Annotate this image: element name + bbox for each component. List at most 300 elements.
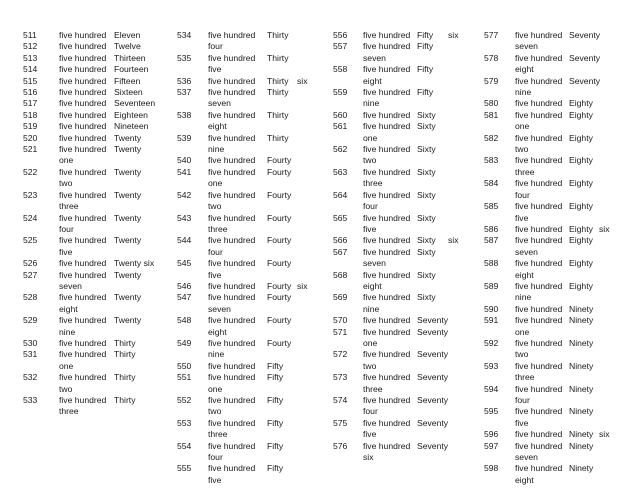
entry-hundreds-words: five hundred four: [59, 212, 107, 234]
entry-hundreds-words: five hundred eight: [515, 52, 563, 75]
entry-tens-word: Twenty: [114, 269, 142, 280]
entry-number: 543: [177, 212, 192, 223]
entry-hundreds-words: five hundred two: [59, 372, 107, 394]
entry-hundreds-words: five hundred nine: [363, 87, 411, 109]
entry-tens-word: Seventy: [417, 326, 449, 337]
entry-hundreds-words: five hundred three: [208, 212, 256, 234]
number-entry: [484, 133, 610, 156]
number-entry: [23, 53, 164, 64]
entry-tens-word: Sixty: [417, 109, 436, 120]
number-entry: [333, 121, 459, 144]
entry-hundreds-words: five hundred: [515, 429, 563, 440]
entry-hundreds-words: five hundred nine: [208, 337, 256, 360]
entry-tens-word: Ninety: [569, 440, 594, 451]
entry-number: 511: [23, 30, 37, 40]
entry-number: 535: [177, 52, 192, 63]
entry-number: 597: [484, 440, 499, 451]
entry-tens-word: Sixty: [417, 144, 436, 155]
number-entry: [333, 64, 459, 87]
number-entry: [23, 235, 164, 258]
entry-number: 541: [177, 166, 192, 177]
entry-hundreds-words: five hundred three: [59, 395, 107, 417]
entry-number: 586: [484, 223, 499, 234]
number-entry: [177, 292, 308, 315]
entry-tens-word: Seventy: [417, 349, 449, 360]
entry-number: 584: [484, 178, 499, 189]
entry-tens-word: Fourty: [267, 280, 292, 291]
entry-number: 520: [23, 132, 38, 143]
number-entry: [333, 327, 459, 350]
entry-hundreds-words: five hundred: [59, 337, 107, 348]
number-entry: [177, 30, 308, 53]
entry-number: 523: [23, 189, 38, 200]
number-entry: [484, 201, 610, 224]
entry-number: 526: [23, 258, 38, 269]
entry-number: 580: [484, 98, 499, 109]
entry-tens-word: Eighty: [569, 235, 593, 246]
entry-tens-word: Fifty: [267, 360, 284, 371]
entry-number: 565: [333, 212, 348, 223]
entry-tens-word: Ninety: [569, 406, 594, 417]
number-entry: [333, 87, 459, 110]
entry-hundreds-words: five hundred five: [208, 463, 256, 485]
entry-tens-word: Fifty: [267, 463, 284, 474]
entry-hundreds-words: five hundred: [59, 52, 107, 63]
number-entry: [177, 463, 308, 486]
number-entry: [484, 224, 610, 235]
number-entry: [177, 258, 308, 281]
entry-number: 527: [23, 269, 38, 280]
entry-number: 554: [177, 440, 192, 451]
entry-hundreds-words: five hundred two: [515, 337, 563, 360]
entry-number: 558: [333, 64, 348, 75]
entry-tens-word: Eighty: [569, 201, 593, 212]
entry-number: 578: [484, 52, 499, 63]
number-entry: [177, 133, 308, 156]
entry-hundreds-words: five hundred: [59, 132, 107, 143]
number-entry: [23, 395, 164, 418]
entry-hundreds-words: five hundred one: [515, 109, 563, 132]
entry-tens-word: Seventy: [417, 395, 449, 405]
entry-hundreds-words: five hundred: [515, 223, 563, 234]
entry-tens-word: Eighty: [569, 98, 593, 109]
entry-hundreds-words: five hundred: [208, 155, 256, 166]
entry-hundreds-words: five hundred three: [363, 372, 411, 394]
number-entry: [333, 41, 459, 64]
entry-hundreds-words: five hundred one: [363, 121, 411, 143]
entry-number: 596: [484, 429, 499, 440]
number-entry: [484, 98, 610, 109]
entry-tens-word: Seventy: [417, 440, 449, 451]
entry-hundreds-words: five hundred eight: [208, 109, 256, 132]
entry-hundreds-words: five hundred five: [363, 417, 411, 440]
number-entry: [484, 235, 610, 258]
entry-hundreds-words: five hundred: [59, 121, 107, 132]
entry-hundreds-words: five hundred five: [515, 201, 563, 223]
entry-number: 512: [23, 41, 38, 52]
entry-number: 551: [177, 372, 192, 383]
entry-tens-word: Twenty: [114, 212, 142, 223]
entry-hundreds-words: five hundred seven: [515, 30, 563, 52]
entry-tens-word: Sixty: [417, 121, 436, 132]
number-entry: [177, 235, 308, 258]
entry-tens-word: Twelve: [114, 41, 141, 52]
entry-number: 581: [484, 109, 499, 120]
number-entry: [23, 144, 164, 167]
number-entry: [23, 64, 164, 75]
number-entry: [484, 429, 610, 440]
number-entry: [484, 155, 610, 178]
entry-hundreds-words: five hundred two: [208, 395, 256, 417]
number-entry: [333, 235, 459, 246]
entry-ones-word: six: [297, 280, 308, 291]
entry-tens-word: Fourty: [267, 258, 292, 269]
entry-number: 587: [484, 235, 499, 246]
entry-number: 553: [177, 417, 192, 428]
entry-number: 572: [333, 349, 348, 360]
entry-number: 552: [177, 395, 192, 405]
entry-hundreds-words: five hundred nine: [208, 132, 256, 155]
entry-number: 519: [23, 121, 38, 132]
number-entry: [333, 30, 459, 41]
entry-hundreds-words: five hundred four: [515, 383, 563, 405]
entry-number: 545: [177, 258, 192, 269]
entry-tens-word: Fifty: [417, 87, 434, 98]
entry-hundreds-words: five hundred seven: [208, 87, 256, 109]
number-entry: [484, 338, 610, 361]
entry-number: 574: [333, 395, 348, 405]
entry-hundreds-words: five hundred five: [363, 212, 411, 234]
entry-tens-word: Sixty: [417, 212, 436, 223]
entry-number: 569: [333, 292, 348, 303]
number-entry: [484, 361, 610, 384]
number-entry: [333, 315, 459, 326]
entry-hundreds-words: five hundred: [208, 360, 256, 371]
number-entry: [333, 213, 459, 236]
entry-hundreds-words: five hundred eight: [208, 315, 256, 337]
number-entry: [23, 349, 164, 372]
entry-tens-word: Seventy: [569, 30, 601, 40]
entry-tens-word: Ninety: [569, 360, 594, 371]
entry-number: 566: [333, 235, 348, 246]
number-entry: [333, 110, 459, 121]
entry-hundreds-words: five hundred two: [515, 132, 563, 155]
entry-hundreds-words: five hundred five: [208, 258, 256, 280]
entry-tens-word: Nineteen: [114, 121, 149, 132]
entry-tens-word: Twenty six: [114, 258, 155, 269]
entry-ones-word: six: [448, 235, 459, 246]
entry-tens-word: Seventy: [569, 75, 601, 86]
entry-hundreds-words: five hundred seven: [363, 41, 411, 63]
entry-hundreds-words: five hundred: [59, 87, 107, 98]
entry-hundreds-words: five hundred eight: [515, 463, 563, 485]
number-entry: [484, 281, 610, 304]
entry-number: 556: [333, 30, 348, 40]
entry-tens-word: Twenty: [114, 292, 142, 303]
entry-number: 529: [23, 315, 38, 326]
number-entry: [23, 292, 164, 315]
entry-ones-word: six: [448, 30, 459, 40]
entry-number: 536: [177, 75, 192, 86]
number-entry: [23, 41, 164, 52]
entry-tens-word: Eighty: [569, 155, 593, 166]
entry-number: 548: [177, 315, 192, 326]
number-entry: [484, 178, 610, 201]
number-entry: [177, 167, 308, 190]
entry-hundreds-words: five hundred four: [208, 235, 256, 257]
entry-hundreds-words: five hundred one: [208, 372, 256, 394]
entry-tens-word: Fourty: [267, 155, 292, 166]
entry-tens-word: Fifty: [417, 41, 434, 52]
entry-tens-word: Twenty: [114, 166, 142, 177]
entry-hundreds-words: five hundred: [363, 315, 411, 326]
number-entry: [23, 30, 164, 41]
entry-number: 518: [23, 109, 38, 120]
entry-number: 577: [484, 30, 499, 40]
entry-hundreds-words: five hundred nine: [515, 280, 563, 303]
entry-ones-word: six: [297, 75, 308, 86]
entry-number: 544: [177, 235, 192, 246]
entry-number: 539: [177, 132, 192, 143]
entry-hundreds-words: five hundred one: [208, 166, 256, 189]
number-entry: [23, 315, 164, 338]
number-entry: [333, 167, 459, 190]
entry-number: 560: [333, 109, 348, 120]
entry-hundreds-words: five hundred eight: [363, 64, 411, 86]
number-entry: [484, 463, 610, 486]
entry-number: 573: [333, 372, 348, 383]
entry-number: 557: [333, 41, 348, 52]
number-entry: [23, 213, 164, 236]
entry-tens-word: Sixty: [417, 189, 436, 200]
entry-hundreds-words: five hundred: [59, 75, 107, 86]
entry-tens-word: Fourty: [267, 337, 292, 348]
entry-number: 522: [23, 166, 38, 177]
entry-tens-word: Fourty: [267, 315, 292, 326]
entry-tens-word: Fifty: [417, 64, 434, 75]
number-column-2: [177, 30, 308, 486]
entry-hundreds-words: five hundred: [59, 64, 107, 75]
entry-number: 571: [333, 326, 348, 337]
number-entry: [484, 76, 610, 99]
number-entry: [23, 110, 164, 121]
entry-hundreds-words: five hundred eight: [363, 269, 411, 291]
entry-tens-word: Thirty: [267, 52, 289, 63]
entry-hundreds-words: five hundred one: [515, 315, 563, 337]
entry-hundreds-words: five hundred seven: [59, 269, 107, 291]
entry-tens-word: Fourty: [267, 292, 292, 303]
entry-number: 532: [23, 372, 38, 383]
entry-number: 591: [484, 315, 499, 326]
entry-tens-word: Eighty: [569, 178, 593, 189]
entry-hundreds-words: five hundred five: [515, 406, 563, 428]
entry-tens-word: Twenty: [114, 189, 142, 200]
entry-tens-word: Eighty: [569, 109, 593, 120]
entry-hundreds-words: five hundred: [59, 98, 107, 109]
entry-hundreds-words: five hundred two: [363, 144, 411, 166]
number-entry: [333, 144, 459, 167]
number-entry: [23, 133, 164, 144]
entry-number: 582: [484, 132, 499, 143]
entry-hundreds-words: five hundred six: [363, 440, 411, 463]
entry-hundreds-words: five hundred three: [59, 189, 107, 212]
entry-number: 546: [177, 280, 192, 291]
number-entry: [23, 87, 164, 98]
entry-tens-word: Eighty: [569, 280, 593, 291]
entry-hundreds-words: five hundred four: [208, 440, 256, 463]
entry-tens-word: Thirty: [267, 87, 289, 98]
entry-hundreds-words: five hundred nine: [59, 315, 107, 337]
number-entry: [484, 30, 610, 53]
number-entry: [177, 53, 308, 76]
number-entry: [23, 270, 164, 293]
entry-number: 521: [23, 144, 38, 155]
entry-hundreds-words: five hundred seven: [515, 235, 563, 257]
entry-hundreds-words: five hundred seven: [515, 440, 563, 463]
number-entry: [23, 190, 164, 213]
entry-hundreds-words: five hundred: [208, 280, 256, 291]
entry-number: 516: [23, 87, 38, 98]
entry-tens-word: Eighty: [569, 223, 593, 234]
number-entry: [177, 281, 308, 292]
entry-number: 585: [484, 201, 499, 212]
entry-number: 570: [333, 315, 348, 326]
number-entry: [177, 395, 308, 418]
number-entry: [23, 372, 164, 395]
entry-tens-word: Ninety: [569, 383, 594, 394]
number-entry: [177, 76, 308, 87]
entry-hundreds-words: five hundred four: [363, 395, 411, 417]
entry-hundreds-words: five hundred: [59, 41, 107, 52]
entry-tens-word: Fourteen: [114, 64, 149, 75]
entry-tens-word: Seventy: [569, 52, 601, 63]
entry-tens-word: Fourty: [267, 189, 292, 200]
entry-hundreds-words: five hundred: [59, 258, 107, 269]
number-entry: [333, 349, 459, 372]
entry-number: 525: [23, 235, 38, 246]
entry-number: 576: [333, 440, 348, 451]
number-entry: [177, 418, 308, 441]
entry-number: 583: [484, 155, 499, 166]
number-entry: [484, 441, 610, 464]
entry-hundreds-words: five hundred seven: [208, 292, 256, 314]
entry-tens-word: Fifty: [267, 440, 284, 451]
number-entry: [333, 247, 459, 270]
number-entry: [484, 315, 610, 338]
entry-number: 590: [484, 303, 499, 314]
entry-hundreds-words: five hundred three: [515, 360, 563, 383]
entry-hundreds-words: five hundred two: [363, 349, 411, 371]
entry-tens-word: Thirty: [267, 75, 289, 86]
entry-tens-word: Seventeen: [114, 98, 156, 109]
entry-hundreds-words: five hundred nine: [515, 75, 563, 98]
entry-tens-word: Sixteen: [114, 87, 143, 98]
entry-ones-word: six: [599, 223, 610, 234]
entry-number: 592: [484, 337, 499, 348]
entry-tens-word: Ninety: [569, 337, 594, 348]
entry-number: 533: [23, 395, 38, 405]
entry-number: 593: [484, 360, 499, 371]
entry-tens-word: Seventy: [417, 417, 449, 428]
entry-tens-word: Fourty: [267, 235, 292, 246]
entry-tens-word: Fifty: [267, 372, 284, 383]
number-entry: [177, 315, 308, 338]
entry-tens-word: Ninety: [569, 303, 594, 314]
entry-hundreds-words: five hundred nine: [363, 292, 411, 314]
entry-tens-word: Thirty: [267, 109, 289, 120]
number-entry: [177, 361, 308, 372]
entry-tens-word: Fifty: [417, 30, 434, 40]
entry-number: 555: [177, 463, 192, 474]
entry-tens-word: Thirty: [114, 372, 136, 383]
entry-tens-word: Thirty: [114, 349, 136, 360]
entry-number: 549: [177, 337, 192, 348]
entry-number: 594: [484, 383, 499, 394]
entry-hundreds-words: five hundred four: [363, 189, 411, 212]
entry-tens-word: Twenty: [114, 315, 142, 326]
entry-hundreds-words: five hundred three: [515, 155, 563, 177]
entry-number: 547: [177, 292, 192, 303]
entry-tens-word: Sixty: [417, 269, 436, 280]
entry-number: 595: [484, 406, 499, 417]
number-entry: [333, 270, 459, 293]
entry-hundreds-words: five hundred four: [515, 178, 563, 200]
number-entry: [23, 258, 164, 269]
number-entry: [23, 98, 164, 109]
entry-number: 534: [177, 30, 192, 40]
entry-number: 598: [484, 463, 499, 474]
entry-number: 563: [333, 166, 348, 177]
entry-tens-word: Fifty: [267, 395, 284, 405]
entry-hundreds-words: five hundred: [363, 235, 411, 246]
entry-number: 568: [333, 269, 348, 280]
entry-hundreds-words: five hundred five: [59, 235, 107, 257]
entry-number: 589: [484, 280, 499, 291]
number-entry: [484, 258, 610, 281]
entry-number: 513: [23, 52, 38, 63]
entry-tens-word: Ninety: [569, 315, 594, 326]
entry-tens-word: Thirty: [114, 337, 136, 348]
entry-number: 528: [23, 292, 38, 303]
number-entry: [484, 304, 610, 315]
entry-hundreds-words: five hundred three: [208, 417, 256, 440]
entry-number: 530: [23, 337, 38, 348]
entry-number: 542: [177, 189, 192, 200]
number-entry: [484, 110, 610, 133]
entry-hundreds-words: five hundred two: [59, 166, 107, 189]
entry-hundreds-words: five hundred five: [208, 52, 256, 75]
entry-hundreds-words: five hundred: [208, 75, 256, 86]
entry-number: 517: [23, 98, 38, 109]
number-entry: [333, 372, 459, 395]
number-entry: [177, 441, 308, 464]
entry-tens-word: Sixty: [417, 235, 436, 246]
entry-hundreds-words: five hundred three: [363, 166, 411, 189]
number-entry: [484, 406, 610, 429]
number-entry: [177, 190, 308, 213]
entry-number: 588: [484, 258, 499, 269]
entry-tens-word: Twenty: [114, 144, 142, 155]
entry-number: 531: [23, 349, 38, 360]
entry-tens-word: Twenty: [114, 132, 142, 143]
number-entry: [177, 372, 308, 395]
entry-number: 538: [177, 109, 192, 120]
entry-tens-word: Thirty: [114, 395, 136, 405]
entry-number: 559: [333, 87, 348, 98]
entry-tens-word: Fifteen: [114, 75, 141, 86]
entry-tens-word: Twenty: [114, 235, 142, 246]
entry-hundreds-words: five hundred eight: [59, 292, 107, 314]
